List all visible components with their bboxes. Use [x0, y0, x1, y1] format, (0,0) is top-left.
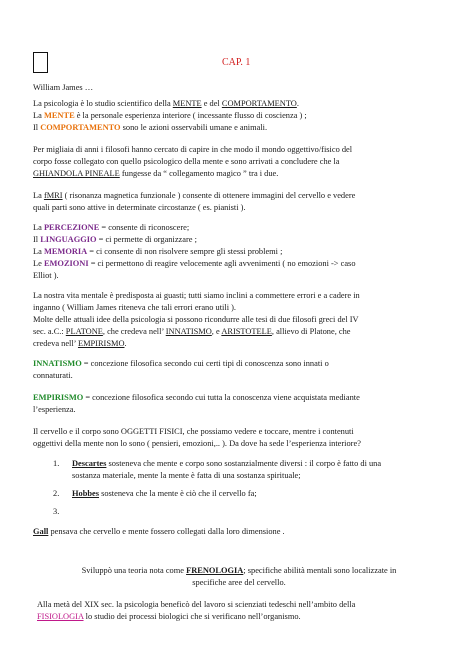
empirismo-line-2: l’esperienza.	[33, 405, 76, 414]
innatismo-line-2: connaturati.	[33, 371, 73, 380]
guasti-line-1: La nostra vita mentale è predisposta ai guasti; tutti siamo inclini a commettere errori e a cadere in	[33, 291, 360, 300]
author-line: William James …	[33, 83, 94, 92]
def-linguaggio: Il LINGUAGGIO = ci permette di organizzare ;	[33, 235, 197, 244]
ghiandola-line-1: Per migliaia di anni i filosofi hanno cercato di capire in che modo il mondo oggettivo/fisico del	[33, 145, 353, 154]
list-item-hobbes: Hobbes sosteneva che la mente è ciò che il cervello fa;	[72, 489, 257, 498]
guasti-line-3: Molte delle attuali idee della psicologia si possono ricondurre alle tesi di due filosofi greci del IV	[33, 315, 359, 324]
intro-line-3: Il COMPORTAMENTO sono le azioni osservabili umane e animali.	[33, 123, 268, 132]
list-item-descartes: Descartes sosteneva che mente e corpo sono sostanzialmente diversi : il corpo è fatto di una	[72, 459, 382, 468]
def-emozioni-cont: Elliot ).	[33, 271, 59, 280]
ghiandola-line-3: GHIANDOLA PINEALE fungesse da “ collegamento magico ” tra i due.	[33, 169, 279, 178]
intro-line-2: La MENTE è la personale esperienza interiore ( incessante flusso di coscienza ) ;	[33, 111, 307, 120]
fmri-line-1: La fMRI ( risonanza magnetica funzionale ) consente di ottenere immagini del cervello e vedere	[33, 191, 356, 200]
frenologia-line-1: Sviluppò una teoria nota come FRENOLOGIA; specifiche abilità mentali sono localizzate in	[81, 566, 397, 575]
chapter-heading: CAP. 1	[222, 57, 251, 68]
ghiandola-line-2: corpo fosse collegato con quello psicologico della mente e sono arrivati a concludere che la	[33, 157, 340, 166]
fisiologia-line-2: FISIOLOGIA lo studio dei processi biologici che si verificano nell’organismo.	[37, 612, 301, 621]
cervello-line-1: Il cervello e il corpo sono OGGETTI FISICI, che possiamo vedere e toccare, mentre i contenuti	[33, 427, 354, 436]
def-emozioni: Le EMOZIONI = ci permettono di reagire velocemente agli avvenimenti ( no emozioni -> caso	[33, 259, 356, 268]
fmri-line-2: quali parti sono attive in determinate circostanze ( es. pianisti ).	[33, 203, 246, 212]
list-number: 1.	[53, 459, 60, 468]
fisiologia-line-1: Alla metà del XIX sec. la psicologia beneficò del lavoro si scienziati tedeschi nell’ambito della	[37, 600, 356, 609]
checkbox-glyph-icon	[33, 52, 48, 73]
list-item-descartes-cont: sostanza materiale, mente la mente è fatta di una sostanza spirituale;	[72, 471, 301, 480]
guasti-line-4: sec. a.C.: PLATONE, che credeva nell’ INNATISMO, e ARISTOTELE, allievo di Platone, che	[33, 327, 351, 336]
innatismo-line-1: INNATISMO = concezione filosofica secondo cui certi tipi di conoscenza sono innati o	[33, 359, 329, 368]
def-memoria: La MEMORIA = ci consente di non risolvere sempre gli stessi problemi ;	[33, 247, 283, 256]
gall-line: Gall pensava che cervello e mente fossero collegati dalla loro dimensione .	[33, 527, 285, 536]
list-number: 2.	[53, 489, 60, 498]
intro-line-1: La psicologia è lo studio scientifico della MENTE e del COMPORTAMENTO.	[33, 99, 299, 108]
list-number: 3.	[53, 507, 60, 516]
cervello-line-2: oggettivi della mente non lo sono ( pensieri, emozioni,.. ). Da dove ha sede l’esperienza interiore?	[33, 439, 361, 448]
frenologia-line-2: specifiche aree del cervello.	[192, 578, 286, 587]
def-percezione: La PERCEZIONE = consente di riconoscere;	[33, 223, 190, 232]
guasti-line-5: credeva nell’ EMPIRISMO.	[33, 339, 127, 348]
guasti-line-2: inganno ( William James riteneva che tali errori erano utili ).	[33, 303, 236, 312]
empirismo-line-1: EMPIRISMO = concezione filosofica secondo cui tutta la conoscenza viene acquistata mediante	[33, 393, 360, 402]
